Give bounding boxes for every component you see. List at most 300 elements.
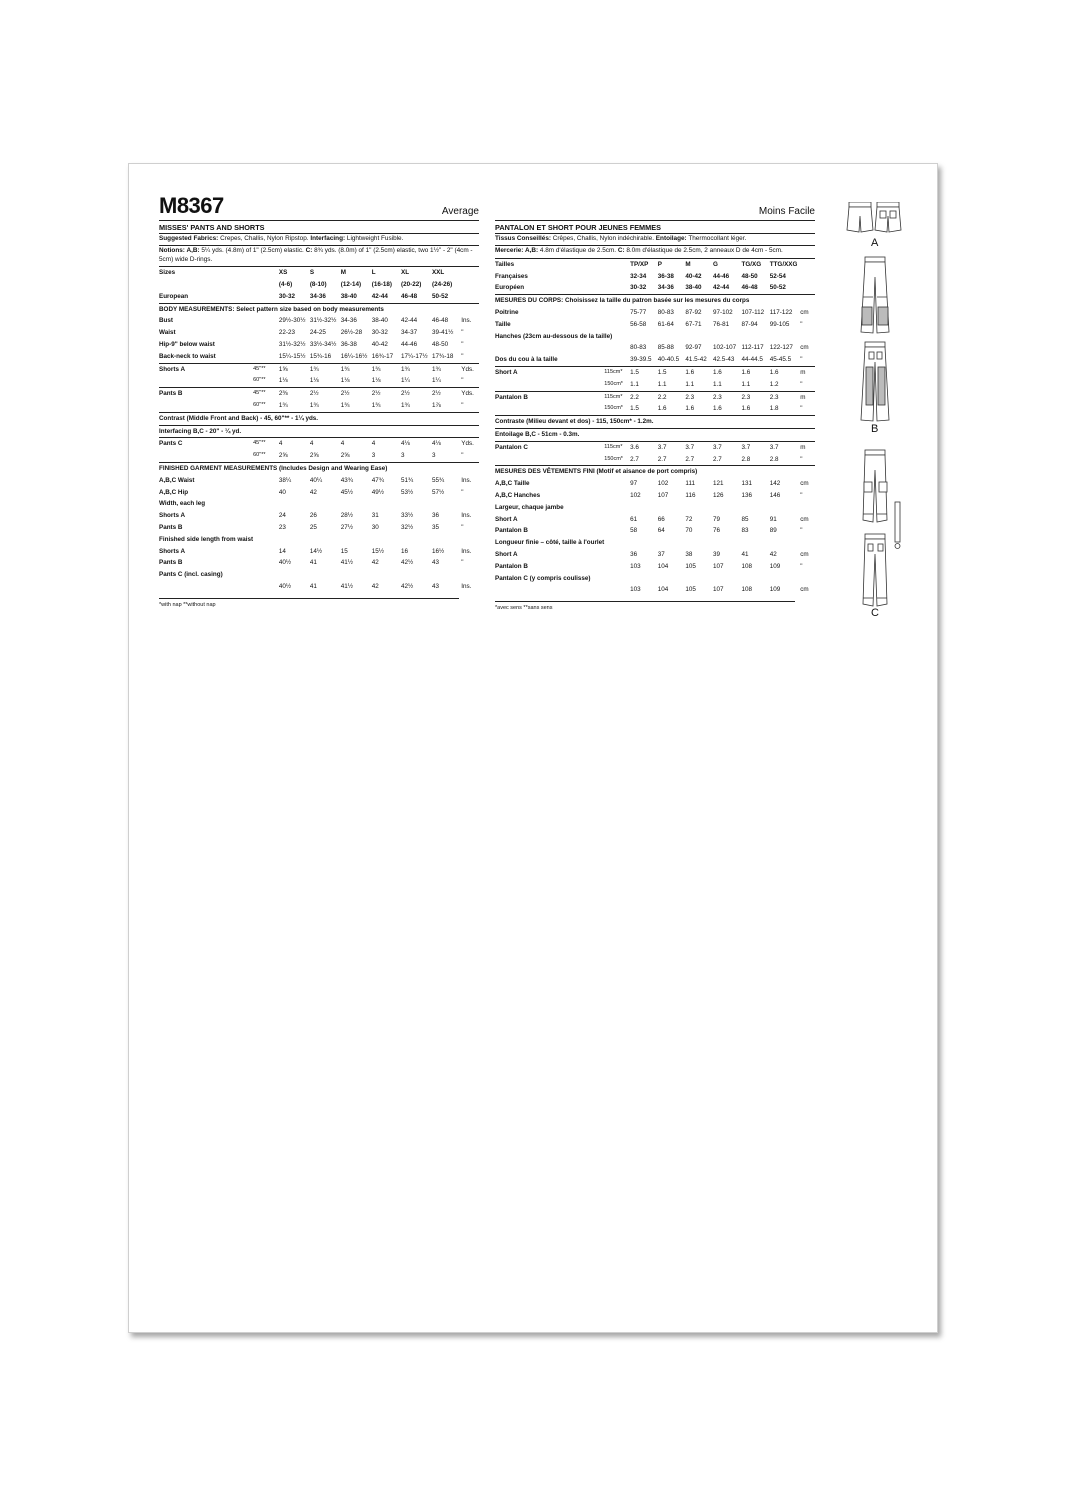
- table-cell: M: [340, 269, 347, 277]
- table-cell: [279, 534, 310, 546]
- table-section-label: Contrast (Middle Front and Back) - 45, 60"** - 1¼ yds.: [159, 412, 479, 425]
- table-cell: 31½-32½: [278, 341, 306, 348]
- row-label: Tailles: [495, 260, 515, 268]
- interfacing-text: Lightweight Fusible.: [345, 235, 404, 242]
- fabric-width: [604, 478, 630, 490]
- table-row: [495, 354, 815, 366]
- table-cell: 52-54: [769, 272, 786, 280]
- row-label: Shorts A: [159, 512, 186, 520]
- table-cell: 3.7: [685, 441, 713, 453]
- fabric-width: [604, 319, 630, 331]
- fabrics-label: Tissus Conseillés:: [495, 235, 551, 242]
- fabric-width: [604, 525, 630, 537]
- table-cell: XXL: [431, 269, 445, 277]
- table-cell: 46-48: [401, 292, 418, 300]
- table-row: [495, 403, 815, 415]
- unit-cell: [461, 569, 479, 581]
- table-cell: 50-52: [769, 284, 786, 292]
- table-cell: 30: [371, 523, 379, 531]
- table-row: [159, 581, 479, 593]
- view-drawings-svg: [829, 202, 921, 622]
- table-cell: 31½-32½: [309, 317, 337, 325]
- table-cell: [401, 498, 432, 510]
- view-a-shorts-drawing: [847, 202, 901, 232]
- table-cell: 34-36: [657, 284, 674, 292]
- table-cell: 3.7: [658, 441, 686, 453]
- table-cell: 122-127: [769, 344, 793, 352]
- table-cell: 1¼: [401, 377, 410, 385]
- table-section-label: FINISHED GARMENT MEASUREMENTS (Includes Design and Wearing Ease): [159, 462, 479, 474]
- table-row: [159, 546, 479, 558]
- table-cell: [658, 537, 686, 549]
- table-section-label: MESURES DES VÊTEMENTS FINI (Motif et aisance de port compris): [495, 466, 815, 478]
- table-cell: M: [685, 260, 691, 268]
- notions-text: 5¼ yds. (4.8m) of 1" (2.5cm) elastic.: [199, 247, 306, 255]
- unit-cell: Ins.: [461, 547, 472, 555]
- table-cell: 67-71: [685, 320, 702, 328]
- table-cell: 1¾: [371, 401, 381, 409]
- table-cell: 1.5: [630, 366, 658, 378]
- row-label: A,B,C Hip: [159, 488, 189, 496]
- fabric-width: [604, 502, 630, 514]
- table-cell: 111: [685, 480, 695, 488]
- table-cell: 109: [769, 586, 781, 594]
- table-row: [495, 514, 815, 526]
- unit-cell: Yds.: [461, 363, 479, 375]
- row-label: [495, 584, 604, 596]
- table-cell: 42½: [401, 559, 414, 567]
- table-cell: 51¾: [401, 476, 414, 484]
- table-cell: 70: [685, 527, 693, 535]
- unit-cell: ": [461, 488, 464, 496]
- table-cell: 15: [340, 547, 348, 555]
- row-label: A,B,C Hanches: [495, 491, 541, 499]
- table-cell: [685, 573, 713, 585]
- row-label: Pants C: [159, 438, 253, 450]
- unit-cell: [800, 537, 815, 549]
- table-row: [159, 425, 479, 438]
- row-label: Pantalon B: [495, 527, 528, 535]
- table-cell: 1.1: [630, 380, 639, 388]
- table-cell: 36: [431, 512, 439, 520]
- unit-cell: cm: [800, 586, 809, 594]
- table-cell: 40: [278, 488, 286, 496]
- fabric-width: 115cm*: [604, 441, 630, 453]
- unit-cell: [800, 282, 815, 294]
- unit-cell: ": [461, 377, 464, 385]
- row-label: Waist: [159, 329, 176, 337]
- table-cell: 2.3: [770, 391, 801, 403]
- table-cell: 41: [309, 559, 317, 567]
- table-row: [495, 478, 815, 490]
- table-cell: 24-25: [309, 329, 326, 337]
- fabric-width: 150cm*: [604, 455, 623, 462]
- table-cell: 57½: [431, 488, 445, 496]
- fabric-width: [253, 327, 279, 339]
- unit-cell: Yds.: [461, 438, 479, 450]
- difficulty-label: Moins Facile: [758, 206, 815, 217]
- unit-cell: [800, 573, 815, 585]
- table-cell: 89: [769, 527, 777, 535]
- footnote: *with nap **without nap: [159, 598, 459, 608]
- unit-cell: m: [800, 366, 815, 378]
- view-a-label: A: [871, 237, 879, 249]
- table-cell: 107: [713, 586, 724, 594]
- table-cell: 32½: [401, 523, 414, 531]
- table-row: [495, 549, 815, 561]
- unit-cell: Ins.: [461, 317, 472, 325]
- difficulty-label: Average: [441, 206, 479, 217]
- table-cell: (8-10): [309, 281, 327, 289]
- table-cell: [770, 537, 801, 549]
- table-cell: 34-37: [401, 329, 418, 337]
- table-row: [495, 282, 815, 294]
- table-cell: 1¾: [401, 401, 410, 409]
- table-cell: [713, 573, 741, 585]
- table-cell: 1⅛: [309, 377, 319, 385]
- table-cell: 66: [657, 515, 665, 523]
- table-cell: 16¼-16½: [340, 352, 368, 360]
- table-cell: 15¼-15½: [278, 352, 306, 360]
- table-cell: 31: [371, 512, 379, 520]
- fabrics-line: [159, 234, 479, 246]
- table-row: [159, 388, 479, 400]
- table-cell: 3: [401, 452, 405, 460]
- table-cell: 45½: [340, 488, 354, 496]
- view-c-label: C: [871, 607, 879, 619]
- table-cell: 146: [769, 491, 781, 499]
- table-cell: 97-102: [713, 309, 733, 316]
- notions-c-label: C:: [305, 247, 313, 255]
- table-cell: 16½: [431, 547, 445, 555]
- table-cell: S: [309, 269, 315, 277]
- table-cell: [742, 502, 770, 514]
- table-cell: 87-92: [685, 309, 702, 316]
- table-row: [159, 351, 479, 363]
- table-cell: 85: [741, 515, 749, 523]
- table-cell: 117-122: [769, 309, 793, 316]
- row-label: A,B,C Taille: [495, 480, 530, 488]
- row-label: [159, 375, 253, 387]
- table-cell: 102: [657, 480, 669, 488]
- table-cell: 1⅛: [371, 377, 381, 385]
- table-cell: 41.5-42: [685, 356, 707, 364]
- unit-cell: [461, 534, 479, 546]
- row-label: Finished side length from waist: [159, 535, 254, 543]
- table-cell: 37: [657, 550, 665, 558]
- table-cell: 1.8: [769, 405, 779, 413]
- unit-cell: ": [800, 562, 803, 570]
- unit-cell: cm: [800, 550, 809, 558]
- table-row: [495, 379, 815, 391]
- row-label: [159, 400, 253, 412]
- fabric-width: 150cm*: [604, 405, 623, 412]
- table-cell: 27½: [340, 523, 354, 531]
- table-cell: 87-94: [741, 320, 758, 328]
- pattern-title: PANTALON ET SHORT POUR JEUNES FEMMES: [495, 221, 815, 234]
- table-row: [159, 475, 479, 487]
- unit-cell: ": [800, 455, 803, 463]
- view-b-pants-front-drawing: [861, 257, 889, 333]
- table-cell: 1¾: [340, 401, 350, 409]
- table-row: [495, 259, 815, 271]
- table-cell: 33½-34½: [309, 341, 337, 348]
- unit-cell: [461, 498, 479, 510]
- unit-cell: [461, 267, 479, 279]
- table-cell: 1⅛: [278, 377, 288, 385]
- table-cell: 104: [657, 586, 669, 594]
- table-cell: 112-117: [741, 344, 764, 352]
- table-cell: [742, 537, 770, 549]
- row-label: Taille: [495, 320, 511, 328]
- table-row: [495, 416, 815, 429]
- fabric-width: [253, 546, 279, 558]
- table-cell: 44-46: [713, 272, 730, 280]
- table-cell: 83: [741, 527, 749, 535]
- table-cell: 2½: [432, 388, 461, 400]
- fabrics-line: [495, 234, 815, 246]
- table-row: [159, 400, 479, 412]
- unit-cell: ": [800, 380, 803, 388]
- table-cell: 39-39.5: [630, 356, 652, 364]
- table-row: [495, 366, 815, 378]
- fabric-width: [604, 307, 630, 319]
- table-cell: 1⅛: [340, 377, 350, 385]
- table-row: [159, 510, 479, 522]
- row-label: Pants B: [159, 559, 183, 567]
- row-label: Back-neck to waist: [159, 352, 216, 360]
- row-label: Pantalon B: [495, 562, 528, 570]
- table-cell: 72: [685, 515, 693, 523]
- row-label: A,B,C Waist: [159, 476, 195, 484]
- table-row: [495, 441, 815, 453]
- table-cell: 30-32: [630, 284, 647, 292]
- table-cell: 79: [713, 515, 721, 523]
- unit-cell: ": [461, 401, 464, 409]
- table-cell: [770, 502, 801, 514]
- row-label: Short A: [495, 550, 518, 558]
- table-row: [159, 438, 479, 450]
- table-cell: 2½: [341, 388, 372, 400]
- table-row: [159, 363, 479, 375]
- row-label: Shorts A: [159, 547, 186, 555]
- table-cell: 56-58: [630, 320, 647, 328]
- table-cell: 30-32: [278, 292, 295, 300]
- table-cell: 40-40.5: [657, 356, 680, 364]
- table-cell: 26½-28: [340, 329, 363, 337]
- table-cell: 4: [279, 438, 310, 450]
- table-cell: [401, 534, 432, 546]
- table-cell: 34-36: [309, 292, 326, 300]
- table-cell: 108: [741, 562, 753, 570]
- table-cell: 61: [630, 515, 638, 523]
- row-label: [495, 379, 604, 391]
- table-row: [159, 339, 479, 351]
- table-cell: 1⅞: [431, 401, 441, 409]
- view-c-pants-front-drawing: [863, 450, 887, 522]
- table-cell: 1¾: [309, 401, 319, 409]
- table-row: [159, 267, 479, 279]
- table-cell: 23: [278, 523, 286, 531]
- table-cell: [432, 569, 461, 581]
- table-cell: 42-44: [371, 292, 388, 300]
- table-cell: 2.2: [630, 391, 658, 403]
- table-row: [159, 327, 479, 339]
- table-cell: 107-112: [741, 309, 765, 316]
- table-cell: 107: [657, 491, 669, 499]
- view-b-label: B: [871, 423, 879, 435]
- row-label: Pants B: [159, 523, 183, 531]
- fabric-width: [253, 569, 279, 581]
- table-cell: [713, 537, 741, 549]
- table-cell: 16: [401, 547, 409, 555]
- table-section-label: Interfacing B,C - 20" - ¼ yd.: [159, 425, 479, 438]
- table-cell: 91: [769, 515, 777, 523]
- table-row: [159, 450, 479, 462]
- fabric-width: [253, 475, 279, 487]
- unit-cell: Ins.: [461, 476, 472, 484]
- table-cell: 107: [713, 562, 724, 570]
- table-cell: 42: [769, 550, 777, 558]
- table-row: [495, 502, 815, 514]
- fabric-width: [604, 271, 630, 283]
- table-section-label: Hanches (23cm au-dessous de la taille): [495, 332, 613, 340]
- table-row: [159, 522, 479, 534]
- notions-c-text: 8.0m d'élastique de 2.5cm, 2 anneaux D de 4cm - 5cm.: [624, 247, 783, 255]
- table-cell: 15¾-16: [309, 352, 332, 360]
- table-cell: 4⅛: [432, 438, 461, 450]
- table-cell: TG/XG: [741, 260, 762, 268]
- unit-cell: cm: [800, 344, 809, 352]
- fabric-width: [253, 557, 279, 569]
- table-cell: 41½: [340, 582, 354, 590]
- table-cell: 41: [741, 550, 749, 558]
- notions-c-text: 8¾ yds. (8.0m) of 1" (2.5cm) elastic, two 1½" - 2" (4cm - 5cm) wide D-rings.: [159, 247, 473, 263]
- unit-cell: [800, 259, 815, 271]
- table-cell: 45-45.5: [769, 356, 792, 364]
- row-label: Sizes: [159, 269, 176, 277]
- table-cell: 40½: [278, 582, 292, 590]
- table-cell: 1.6: [657, 405, 667, 413]
- unit-cell: ": [461, 452, 464, 460]
- fabrics-text: Crepes, Challis, Nylon Ripstop.: [218, 235, 311, 242]
- table-cell: [658, 573, 686, 585]
- table-row: [159, 462, 479, 474]
- table-cell: [770, 573, 801, 585]
- row-label: Short A: [495, 515, 518, 523]
- table-cell: 4: [341, 438, 372, 450]
- table-row: [495, 454, 815, 466]
- fabric-width: [253, 487, 279, 499]
- table-cell: [310, 498, 341, 510]
- table-section-label: BODY MEASUREMENTS: Select pattern size based on body measurements: [159, 303, 479, 315]
- table-cell: 43¾: [340, 476, 354, 484]
- row-label: [159, 279, 253, 291]
- table-cell: 2⅝: [309, 452, 319, 460]
- table-cell: 3: [431, 452, 436, 460]
- table-cell: 103: [630, 562, 641, 570]
- table-cell: 1¾: [278, 401, 288, 409]
- fabric-width: 60"**: [253, 452, 266, 459]
- table-cell: 38: [685, 550, 693, 558]
- table-cell: 2.3: [742, 391, 770, 403]
- table-cell: 2.7: [713, 455, 722, 463]
- table-cell: 42: [309, 488, 317, 496]
- fabric-width: [604, 549, 630, 561]
- fabric-width: [604, 561, 630, 573]
- row-label: Longueur finie – côté, taille à l'ourlet: [495, 539, 605, 547]
- unit-cell: ": [800, 405, 803, 413]
- table-cell: 104: [657, 562, 669, 570]
- table-cell: [372, 498, 401, 510]
- table-cell: 64: [657, 527, 665, 535]
- table-cell: 14½: [309, 547, 323, 555]
- table-row: [159, 315, 479, 327]
- table-row: [495, 573, 815, 585]
- table-cell: 92-97: [685, 344, 702, 352]
- notions-text: 4.8m d'élastique de 2.5cm.: [538, 247, 618, 255]
- table-row: [495, 466, 815, 478]
- fabric-width: [604, 354, 630, 366]
- table-row: [159, 375, 479, 387]
- unit-cell: ": [461, 559, 464, 567]
- fabric-width: [604, 514, 630, 526]
- table-cell: 44-46: [401, 341, 418, 348]
- fabric-width: [604, 573, 630, 585]
- unit-cell: cm: [800, 515, 809, 523]
- table-cell: 41½: [340, 559, 354, 567]
- table-cell: 102: [630, 491, 641, 499]
- table-cell: 16¾-17: [371, 352, 394, 360]
- footnote: *avec sens **sans sens: [495, 601, 795, 611]
- table-cell: 1.6: [742, 366, 770, 378]
- unit-cell: [461, 291, 479, 303]
- table-cell: 61-64: [657, 320, 674, 328]
- table-cell: 48-50: [431, 341, 449, 348]
- table-row: [495, 307, 815, 319]
- table-cell: 49½: [371, 488, 384, 496]
- french-column: [495, 202, 815, 611]
- table-cell: [372, 569, 401, 581]
- table-cell: [310, 569, 341, 581]
- table-cell: 1.1: [657, 380, 667, 388]
- unit-cell: Ins.: [461, 512, 472, 520]
- table-cell: 17¾-18: [431, 352, 454, 360]
- table-cell: 1¾: [372, 363, 401, 375]
- notions-line: [159, 246, 479, 267]
- table-cell: 38-40: [340, 292, 357, 300]
- table-cell: [630, 537, 658, 549]
- fabric-width: [604, 490, 630, 502]
- fabric-width: [253, 291, 279, 303]
- table-cell: 1¾: [432, 363, 461, 375]
- unit-cell: [461, 279, 479, 291]
- table-cell: 14: [278, 547, 286, 555]
- view-c-strap-drawing: [895, 502, 900, 549]
- table-row: [159, 279, 479, 291]
- table-cell: [432, 534, 461, 546]
- table-row: [159, 569, 479, 581]
- table-cell: [341, 498, 372, 510]
- table-cell: 2⅜: [279, 388, 310, 400]
- table-cell: 76: [713, 527, 721, 535]
- table-cell: 38-40: [371, 317, 388, 325]
- table-cell: [685, 502, 713, 514]
- table-cell: 25: [309, 523, 317, 531]
- table-cell: 1⅝: [279, 363, 310, 375]
- fabric-width: [604, 259, 630, 271]
- table-cell: 28½: [340, 512, 354, 520]
